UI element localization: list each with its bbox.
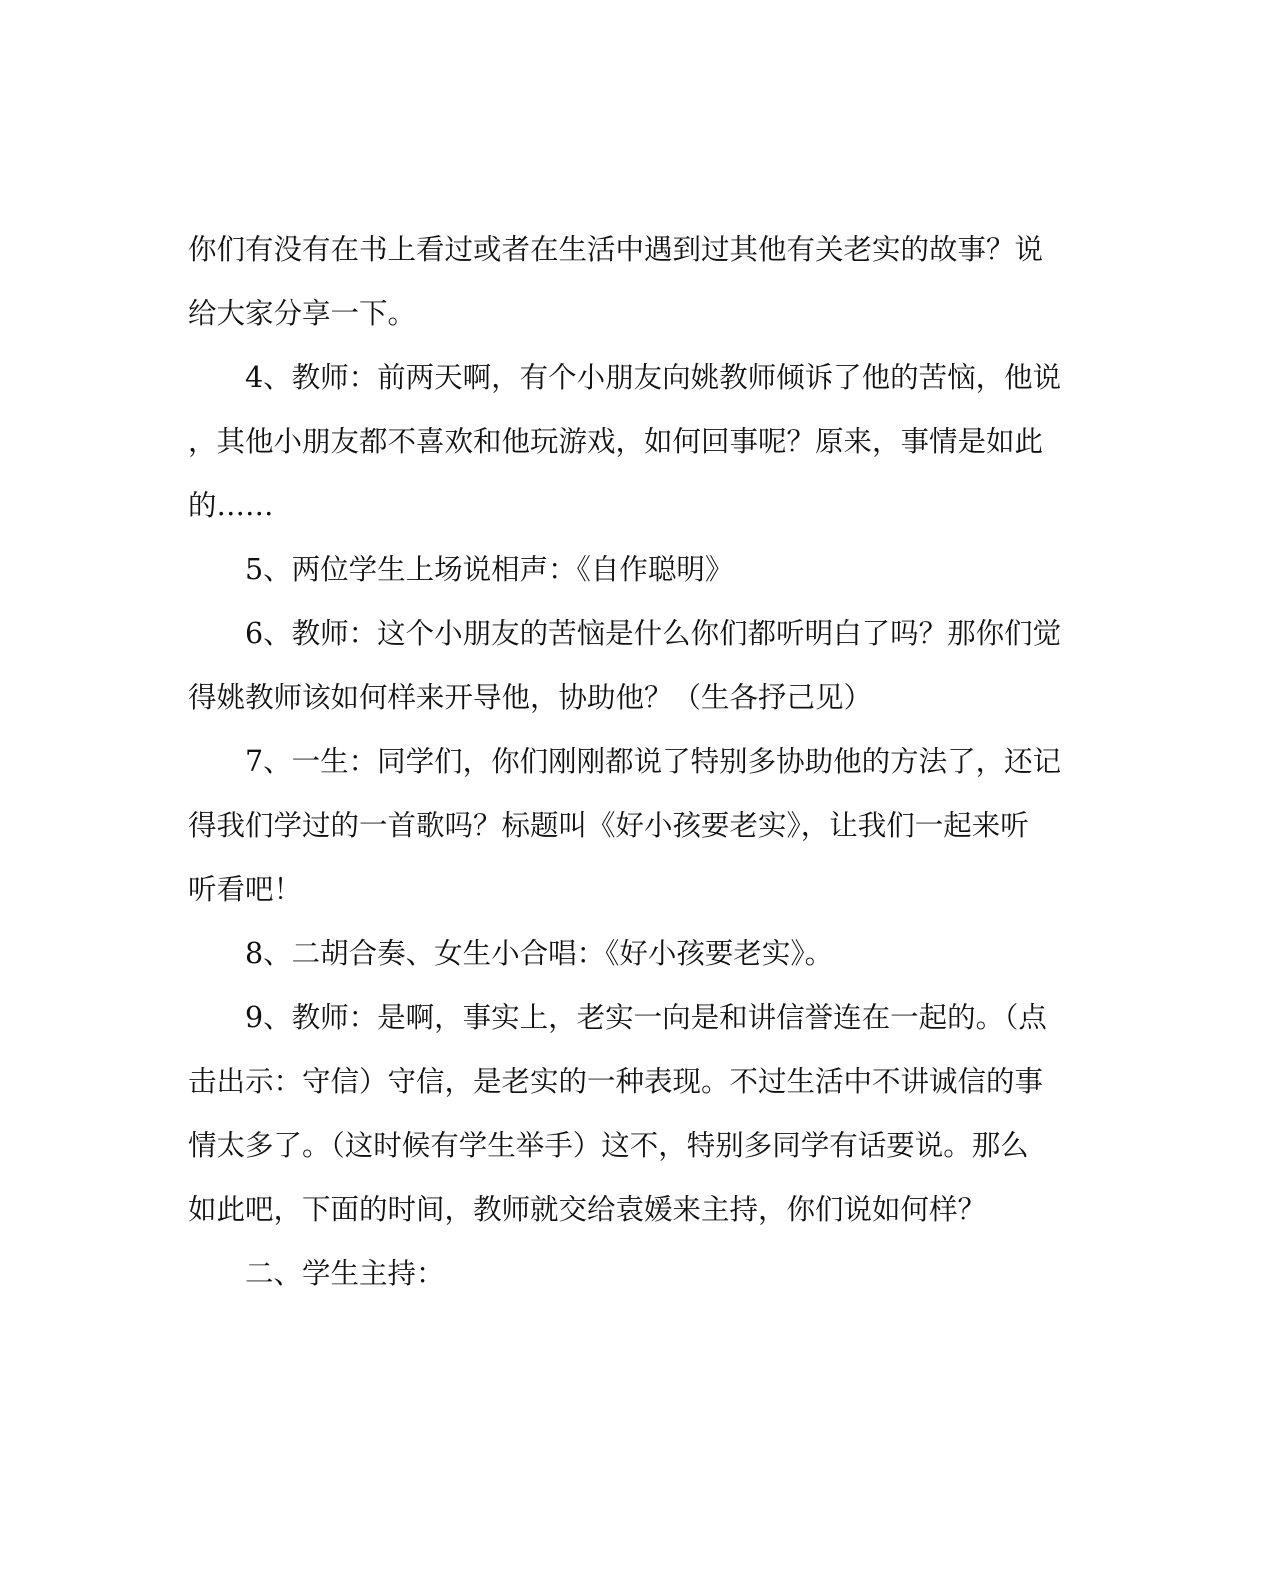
text-line: 情太多了。（这时候有学生举手）这不，特别多同学有话要说。那么 [188,1129,1029,1162]
text-line: 得姚教师该如何样来开导他，协助他？（生各抒己见） [188,681,873,714]
text-line: ，其他小朋友都不喜欢和他玩游戏，如何回事呢？原来，事情是如此 [188,425,1044,458]
text-line: 你们有没有在书上看过或者在生活中遇到过其他有关老实的故事？说 [188,233,1044,266]
text-line: 6、教师：这个小朋友的苦恼是什么你们都听明白了吗？那你们觉 [245,617,1062,650]
text-line: 的…… [188,489,274,522]
text-line: 9、教师：是啊，事实上，老实一向是和讲信誉连在一起的。（点 [245,1001,1047,1034]
text-line: 得我们学过的一首歌吗？标题叫《好小孩要老实》，让我们一起来听 [188,809,1029,842]
section-heading: 二、学生主持： [245,1257,445,1290]
text-line: 击出示：守信）守信，是老实的一种表现。不过生活中不讲诚信的事 [188,1065,1044,1098]
text-line: 8、二胡合奏、女生小合唱：《好小孩要老实》。 [245,937,834,970]
text-line: 如此吧，下面的时间，教师就交给袁媛来主持，你们说如何样？ [188,1193,987,1226]
text-line: 4、教师：前两天啊，有个小朋友向姚教师倾诉了他的苦恼，他说 [245,361,1062,394]
text-line: 5、两位学生上场说相声：《自作聪明》 [245,553,734,586]
document-body [188,218,1068,1306]
text-line: 听看吧！ [188,873,303,906]
text-line: 给大家分享一下。 [188,297,417,330]
text-line: 7、一生：同学们，你们刚刚都说了特别多协助他的方法了，还记 [245,745,1062,778]
